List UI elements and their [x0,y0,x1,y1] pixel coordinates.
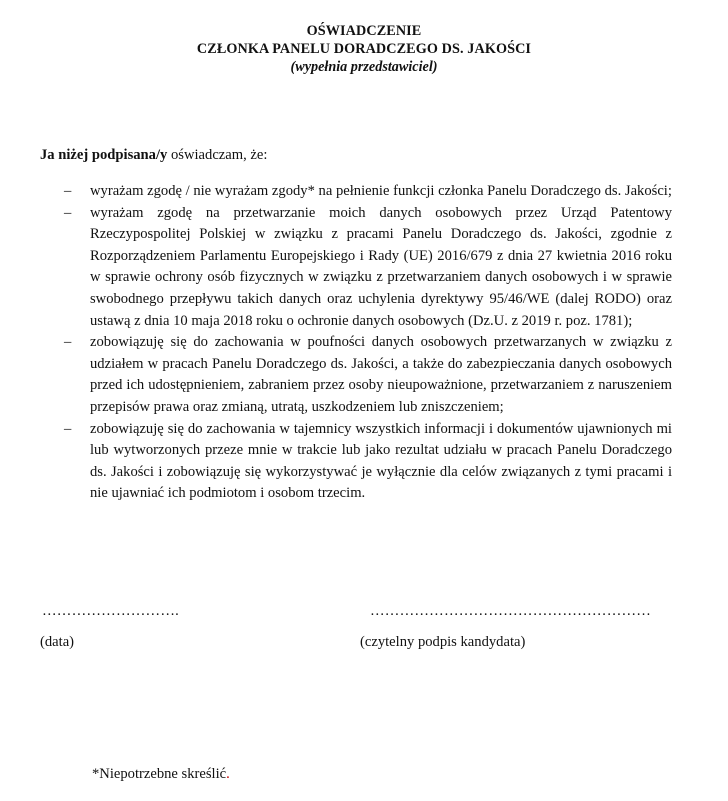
intro-bold: Ja niżej podpisana/y [40,147,168,163]
dash-bullet: – [64,334,72,351]
signature-section [40,603,680,663]
signature-label: (czytelny podpis kandydata) [360,634,526,650]
intro-rest: oświadczam, że: [167,147,268,163]
intro-paragraph [40,146,680,165]
list-item [40,181,672,203]
signature-line: ………………………………………………… [370,603,652,619]
document-subtitle: CZŁONKA PANELU DORADCZEGO DS. JAKOŚCI [196,41,532,57]
list-item-text: zobowiązuję się do zachowania w tajemnicy wszystkich informacji i dokumentów ujawnionych mi lub wytworzonych przeze mnie w trakcie lub jako rezultat udziału w pracach Panelu Doradczego ds. Jakości i zobowiązuję się wykorzystywać je wyłącznie dla celów związanych z tymi pracami i nie ujawniać ich podmiotom i osobom trzecim. [90,420,672,502]
document-header [0,22,728,76]
dash-bullet: – [64,420,72,437]
list-item [40,332,672,418]
list-item [40,419,672,505]
footnote-text: *Niepotrzebne skreślić [92,766,227,782]
date-line: ………………………. [42,603,179,619]
date-label: (data) [40,634,75,650]
document-title: OŚWIADCZENIE [306,23,422,39]
dash-bullet: – [64,204,72,221]
dash-bullet: – [64,183,72,199]
list-item-text: zobowiązuję się do zachowania w poufności danych osobowych przetwarzanych w związku z udziałem w pracach Panelu Doradczego ds. Jakości, a także do zabezpieczania danych osobowych przed ich udostępnieniem, zabraniem przez osoby nieupoważnione, przetwarzaniem z naruszeniem przepisów prawa oraz zmianą, utratą, uszkodzeniem lub zniszczeniem; [90,334,672,415]
list-item [40,203,672,333]
document-note: (wypełnia przedstawiciel) [290,59,438,75]
declaration-list [40,181,672,505]
list-item-text: wyrażam zgodę na przetwarzanie moich danych osobowych przez Urząd Patentowy Rzeczypospolitej Polskiej w związku z pracami Panelu Doradczego ds. Jakości, zgodnie z Rozporządzeniem Parlamentu Europejskiego i Rady (UE) 2016/679 z dnia 27 kwietnia 2016 roku w sprawie ochrony osób fizycznych w związku z przetwarzaniem danych osobowych i w sprawie swobodnego przepływu takich danych oraz uchylenia dyrektywy 95/46/WE (dalej RODO) oraz ustawą z dnia 10 maja 2018 roku o ochronie danych osobowych (Dz.U. z 2019 r. poz. 1781); [90,204,672,329]
list-item-text: wyrażam zgodę / nie wyrażam zgody* na pełnienie funkcji członka Panelu Doradczego ds. Jakości; [90,183,672,199]
footnote [92,766,230,783]
footnote-period: . [226,766,230,782]
